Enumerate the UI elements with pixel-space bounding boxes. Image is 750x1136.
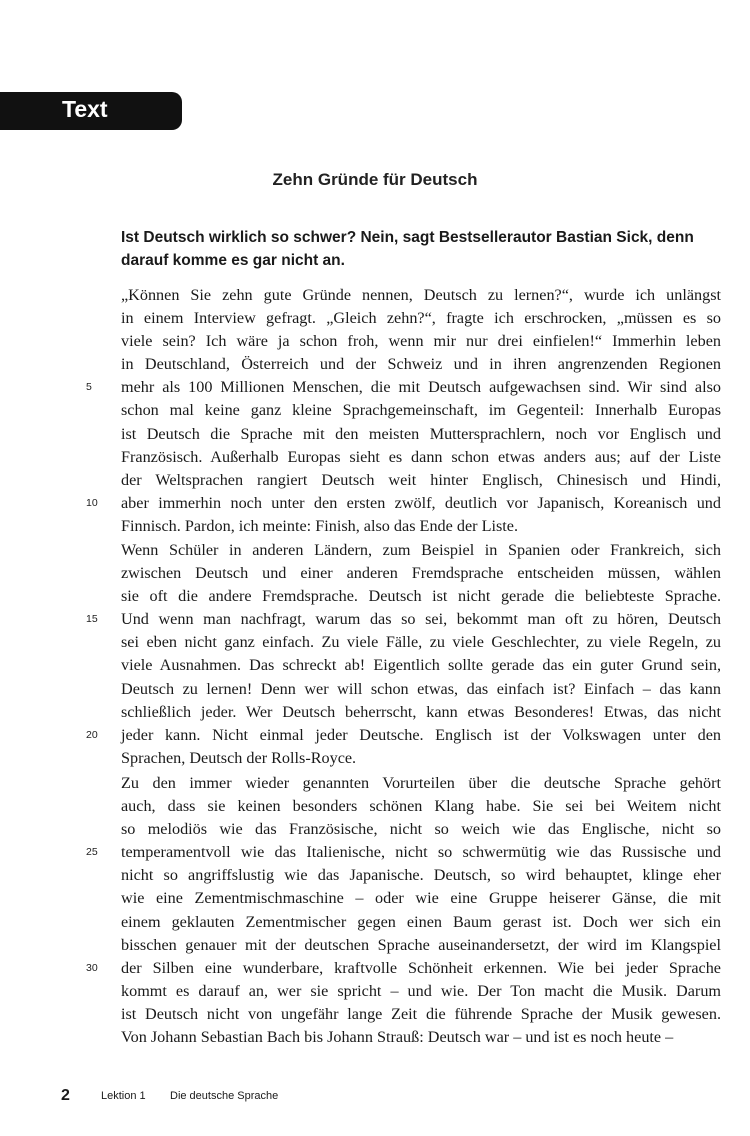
page-footer — [0, 1087, 750, 1107]
text-line: der Weltsprachen rangiert Deutsch weit hinter Englisch, Chinesisch und Hindi, — [121, 470, 721, 489]
paragraph — [86, 539, 721, 770]
text-line: Finnisch. Pardon, ich meinte: Finish, also das Ende der Liste. — [121, 516, 518, 535]
text-line: schon mal keine ganz kleine Sprachgemeinschaft, im Gegenteil: Innerhalb Europas — [121, 401, 721, 420]
text-line: Wenn Schüler in anderen Ländern, zum Beispiel in Spanien oder Frankreich, sich — [121, 541, 721, 559]
text-line: zwischen Deutsch und einer anderen Fremdsprache entscheiden müssen, wählen — [121, 564, 721, 583]
lesson-label: Lektion 1 — [101, 1090, 146, 1102]
text-line: „Können Sie zehn gute Gründe nennen, Deutsch zu lernen?“, wurde ich unlängst — [121, 286, 721, 304]
text-line: mehr als 100 Millionen Menschen, die mit Deutsch aufgewachsen sind. Wir sind also — [121, 378, 721, 397]
article-intro: Ist Deutsch wirklich so schwer? Nein, sagt Bestsellerautor Bastian Sick, denn darauf komme es gar nicht an. — [121, 229, 694, 269]
text-line: Sprachen, Deutsch der Rolls-Royce. — [121, 748, 357, 767]
article-title: Zehn Gründe für Deutsch — [272, 170, 478, 189]
paragraph — [86, 284, 721, 538]
text-line: ist Deutsch nicht von ungefähr lange Zeit die führende Sprache der Musik gewesen. — [121, 1004, 721, 1023]
text-line: der Silben eine wunderbare, kraftvolle Schönheit erkennen. Wie bei jeder Sprache — [121, 958, 721, 977]
text-line: wie eine Zementmischmaschine – oder wie eine Gruppe heiserer Gänse, die mit — [121, 889, 721, 908]
text-line: jeder kann. Nicht einmal jeder Deutsche. Englisch ist der Volkswagen unter den — [121, 725, 721, 744]
text-line: so melodiös wie das Französische, nicht so weich wie das Englische, nicht so — [121, 820, 721, 839]
text-line: viele sein? Ich wäre ja schon froh, wenn mir nur drei einfielen!“ Immerhin leben — [121, 332, 721, 351]
text-line: Deutsch zu lernen! Denn wer will schon etwas, das einfach ist? Einfach – das kann — [121, 679, 721, 698]
text-line: viele Ausnahmen. Das schreckt ab! Eigentlich sollte gerade das ein guter Grund sein, — [121, 656, 721, 675]
line-number: 30 — [86, 961, 98, 974]
text-line: bisschen genauer mit der deutschen Sprache auseinandersetzt, der wird im Klangspiel — [121, 935, 721, 954]
text-line: in einem Interview gefragt. „Gleich zehn?“, fragte ich erschrocken, „müssen es so — [121, 309, 721, 328]
line-number: 10 — [86, 496, 98, 509]
text-line: kommt es darauf an, wer sie spricht – und wie. Der Ton macht die Musik. Darum — [121, 981, 721, 1000]
text-line: Und wenn man nachfragt, warum das so sei, bekommt man oft zu hören, Deutsch — [121, 610, 721, 629]
text-line: temperamentvoll wie das Italienische, nicht so schwermütig wie das Russische und — [121, 843, 721, 862]
text-line: Von Johann Sebastian Bach bis Johann Strauß: Deutsch war – und ist es noch heute – — [121, 1028, 674, 1047]
section-tab-label: Text — [62, 96, 108, 122]
page-number: 2 — [61, 1087, 70, 1104]
text-line: schließlich jeder. Wer Deutsch beherrscht, kann etwas Besonderes! Etwas, das nicht — [121, 702, 721, 721]
chapter-label: Die deutsche Sprache — [170, 1090, 279, 1102]
text-line: sie oft die andere Fremdsprache. Deutsch ist nicht gerade die beliebteste Sprache. — [121, 587, 721, 606]
text-line: ist Deutsch die Sprache mit den meisten Muttersprachlern, noch vor Englisch und — [121, 424, 721, 443]
text-line: in Deutschland, Österreich und der Schweiz und in ihren angrenzenden Regionen — [121, 355, 721, 374]
line-number: 20 — [86, 728, 98, 741]
text-line: aber immerhin noch unter den ersten zwölf, deutlich vor Japanisch, Koreanisch und — [121, 493, 721, 512]
text-line: einem geklauten Zementmischer gegen einen Baum gerast ist. Doch wer sich ein — [121, 912, 721, 931]
section-tab — [0, 92, 182, 130]
line-number: 5 — [86, 381, 92, 394]
paragraph — [86, 772, 721, 1049]
text-line: Französisch. Außerhalb Europas sieht es dann schon etwas anders aus; auf der Liste — [121, 447, 721, 466]
line-number: 25 — [86, 846, 98, 859]
text-line: sei eben nicht ganz einfach. Zu viele Fälle, zu viele Geschlechter, zu viele Regeln, zu — [121, 633, 721, 652]
text-line: Zu den immer wieder genannten Vorurteilen über die deutsche Sprache gehört — [121, 774, 721, 792]
text-line: auch, dass sie keinen besonders schönen Klang habe. Sie sei bei Weitem nicht — [121, 797, 721, 816]
line-number: 15 — [86, 613, 98, 626]
text-line: nicht so angriffslustig wie das Japanische. Deutsch, so wird behauptet, klinge eher — [121, 866, 721, 885]
